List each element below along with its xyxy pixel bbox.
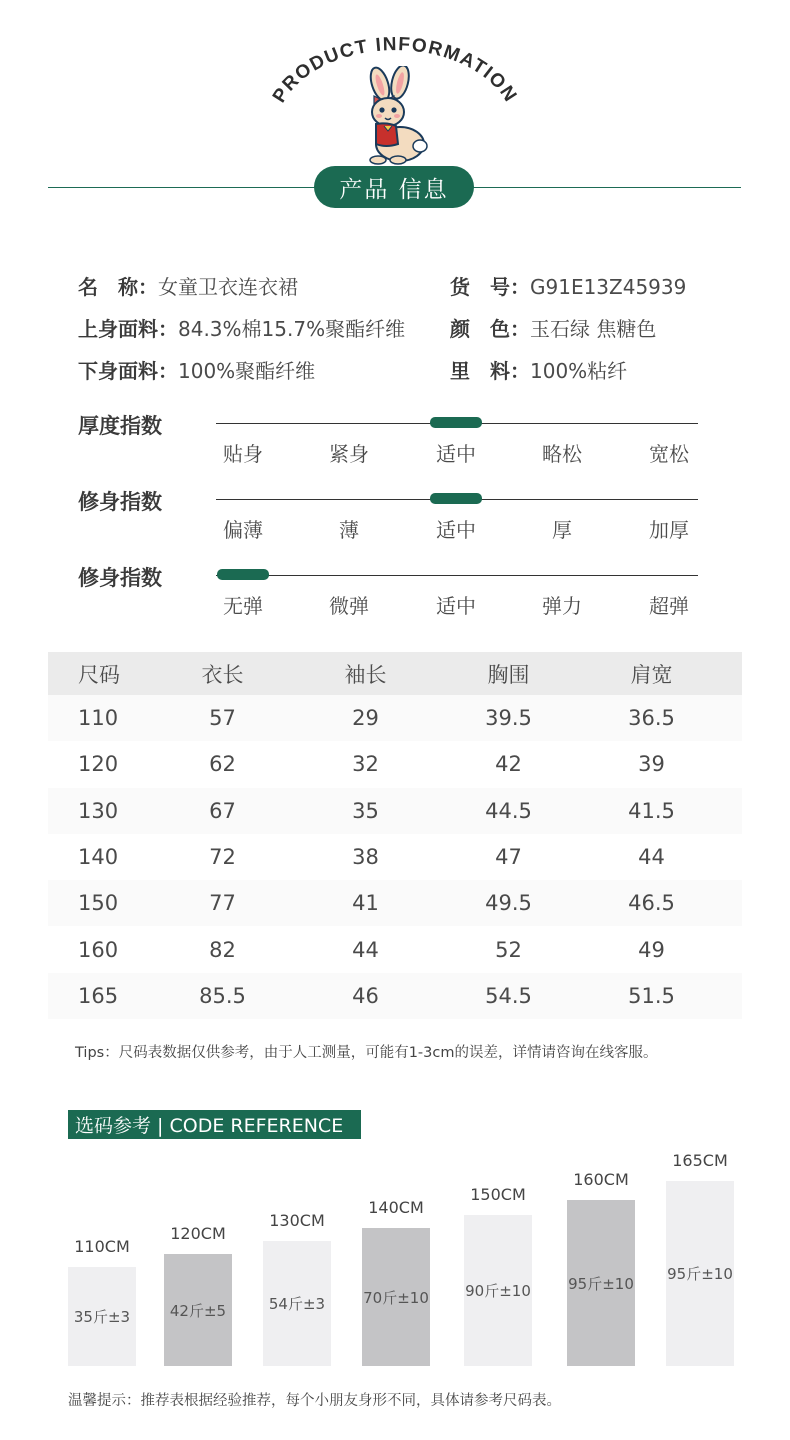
scale-selected-marker bbox=[430, 493, 482, 504]
scale-option: 无弹 bbox=[223, 594, 263, 618]
table-row bbox=[48, 926, 742, 972]
size-table-header bbox=[48, 652, 742, 695]
header-size: 尺码 bbox=[78, 662, 120, 687]
weight-bar bbox=[567, 1200, 635, 1366]
scale-title: 修身指数 bbox=[78, 490, 162, 514]
scale-option: 加厚 bbox=[649, 518, 689, 542]
scale-selected-marker bbox=[430, 417, 482, 428]
table-row bbox=[48, 973, 742, 1019]
code-reference-title: 选码参考 | CODE REFERENCE bbox=[68, 1110, 361, 1139]
scale-option: 超弹 bbox=[649, 594, 689, 618]
table-cell: 49.5 bbox=[485, 891, 532, 916]
header-length: 衣长 bbox=[201, 662, 244, 687]
info-lining-key: 里 料： bbox=[450, 359, 530, 383]
table-cell: 77 bbox=[209, 891, 236, 916]
info-lining-value: 100%粘纤 bbox=[530, 359, 628, 383]
weight-bar bbox=[362, 1228, 430, 1366]
table-cell: 39 bbox=[638, 752, 665, 777]
weight-label: 42斤±5 bbox=[169, 1301, 227, 1320]
table-cell: 38 bbox=[352, 845, 379, 870]
table-cell: 46 bbox=[352, 983, 379, 1008]
height-label: 165CM bbox=[672, 1151, 728, 1170]
scale-option: 贴身 bbox=[223, 442, 263, 466]
height-label: 120CM bbox=[170, 1224, 226, 1243]
table-cell: 120 bbox=[78, 752, 119, 777]
info-lining bbox=[450, 355, 627, 384]
info-item-no bbox=[450, 271, 686, 300]
info-upper-fabric bbox=[78, 313, 405, 342]
size-table bbox=[48, 652, 742, 1019]
height-label: 160CM bbox=[573, 1170, 629, 1189]
table-cell: 110 bbox=[78, 706, 119, 731]
table-row bbox=[48, 880, 742, 926]
info-lower-key: 下身面料： bbox=[78, 359, 178, 383]
table-cell: 130 bbox=[78, 798, 119, 823]
weight-bar bbox=[666, 1181, 734, 1366]
info-name-key: 名 称： bbox=[78, 275, 158, 299]
recommendation-note: 温馨提示：推荐表根据经验推荐，每个小朋友身形不同，具体请参考尺码表。 bbox=[68, 1393, 561, 1409]
table-cell: 39.5 bbox=[485, 706, 532, 731]
weight-bar bbox=[164, 1254, 232, 1366]
table-cell: 36.5 bbox=[628, 706, 675, 731]
table-row bbox=[48, 741, 742, 787]
table-cell: 29 bbox=[352, 706, 379, 731]
info-color-value: 玉石绿 焦糖色 bbox=[530, 317, 657, 341]
header-sleeve: 袖长 bbox=[344, 662, 387, 687]
height-label: 110CM bbox=[74, 1237, 130, 1256]
info-item-value: G91E13Z45939 bbox=[530, 275, 687, 299]
table-cell: 47 bbox=[495, 845, 522, 870]
info-item-key: 货 号： bbox=[450, 275, 530, 299]
height-label: 130CM bbox=[269, 1211, 325, 1230]
height-label: 150CM bbox=[470, 1185, 526, 1204]
scale-line bbox=[216, 575, 698, 576]
table-cell: 82 bbox=[209, 937, 236, 962]
info-color bbox=[450, 313, 656, 342]
table-cell: 54.5 bbox=[485, 983, 532, 1008]
weight-bar bbox=[464, 1215, 532, 1366]
table-cell: 49 bbox=[638, 937, 665, 962]
table-cell: 160 bbox=[78, 937, 119, 962]
scale-selected-marker bbox=[217, 569, 269, 580]
table-cell: 51.5 bbox=[628, 983, 675, 1008]
scale-option: 宽松 bbox=[649, 442, 689, 466]
scale-title: 厚度指数 bbox=[78, 414, 162, 438]
scale-title: 修身指数 bbox=[78, 566, 162, 590]
weight-label: 95斤±10 bbox=[568, 1274, 634, 1293]
table-cell: 41 bbox=[352, 891, 379, 916]
weight-label: 90斤±10 bbox=[465, 1282, 531, 1300]
height-label: 140CM bbox=[368, 1198, 424, 1217]
scale-option: 微弹 bbox=[329, 594, 369, 618]
table-cell: 44 bbox=[638, 845, 665, 870]
scale-option: 偏薄 bbox=[223, 518, 263, 542]
table-cell: 67 bbox=[209, 798, 236, 823]
section-title-pill: 产品 信息 bbox=[314, 166, 474, 208]
table-cell: 41.5 bbox=[628, 798, 675, 823]
weight-label: 35斤±3 bbox=[73, 1308, 131, 1326]
table-cell: 165 bbox=[78, 983, 119, 1008]
table-cell: 52 bbox=[495, 937, 522, 962]
scale-option: 紧身 bbox=[329, 442, 369, 466]
table-cell: 44 bbox=[352, 937, 379, 962]
table-cell: 85.5 bbox=[199, 983, 246, 1008]
scale-option: 厚 bbox=[552, 518, 572, 542]
weight-bar bbox=[68, 1267, 136, 1366]
weight-label: 54斤±3 bbox=[268, 1295, 326, 1313]
table-cell: 46.5 bbox=[628, 891, 675, 916]
scale-option: 适中 bbox=[436, 518, 476, 542]
scale-option: 薄 bbox=[339, 518, 359, 542]
scale-option: 适中 bbox=[436, 442, 476, 466]
scale-option: 弹力 bbox=[542, 594, 582, 618]
info-lower-fabric bbox=[78, 355, 315, 384]
table-row bbox=[48, 834, 742, 880]
info-lower-value: 100%聚酯纤维 bbox=[178, 359, 316, 383]
weight-label: 95斤±10 bbox=[667, 1265, 733, 1283]
header-shoulder: 肩宽 bbox=[630, 662, 673, 687]
table-row bbox=[48, 788, 742, 834]
svg-text:PRODUCT INFORMATION: PRODUCT INFORMATION bbox=[268, 34, 522, 107]
table-cell: 57 bbox=[209, 706, 236, 731]
scale-option: 略松 bbox=[542, 442, 582, 466]
table-cell: 140 bbox=[78, 845, 119, 870]
table-cell: 35 bbox=[352, 798, 379, 823]
table-cell: 42 bbox=[495, 752, 522, 777]
header-chest: 胸围 bbox=[487, 662, 530, 687]
info-name-value: 女童卫衣连衣裙 bbox=[158, 275, 298, 299]
info-name bbox=[78, 271, 298, 300]
info-upper-value: 84.3%棉15.7%聚酯纤维 bbox=[178, 317, 406, 341]
table-cell: 44.5 bbox=[485, 798, 532, 823]
table-row bbox=[48, 695, 742, 741]
scale-option: 适中 bbox=[436, 594, 476, 618]
size-tips: Tips：尺码表数据仅供参考，由于人工测量，可能有1-3cm的误差，详情请咨询在线客服。 bbox=[75, 1045, 658, 1061]
rabbit-mascot-logo bbox=[352, 66, 432, 166]
weight-label: 70斤±10 bbox=[363, 1288, 429, 1307]
table-cell: 150 bbox=[78, 891, 119, 916]
weight-bar bbox=[263, 1241, 331, 1366]
table-cell: 72 bbox=[209, 845, 236, 870]
table-cell: 32 bbox=[352, 752, 379, 777]
table-cell: 62 bbox=[209, 752, 236, 777]
info-upper-key: 上身面料： bbox=[78, 317, 178, 341]
info-color-key: 颜 色： bbox=[450, 317, 530, 341]
